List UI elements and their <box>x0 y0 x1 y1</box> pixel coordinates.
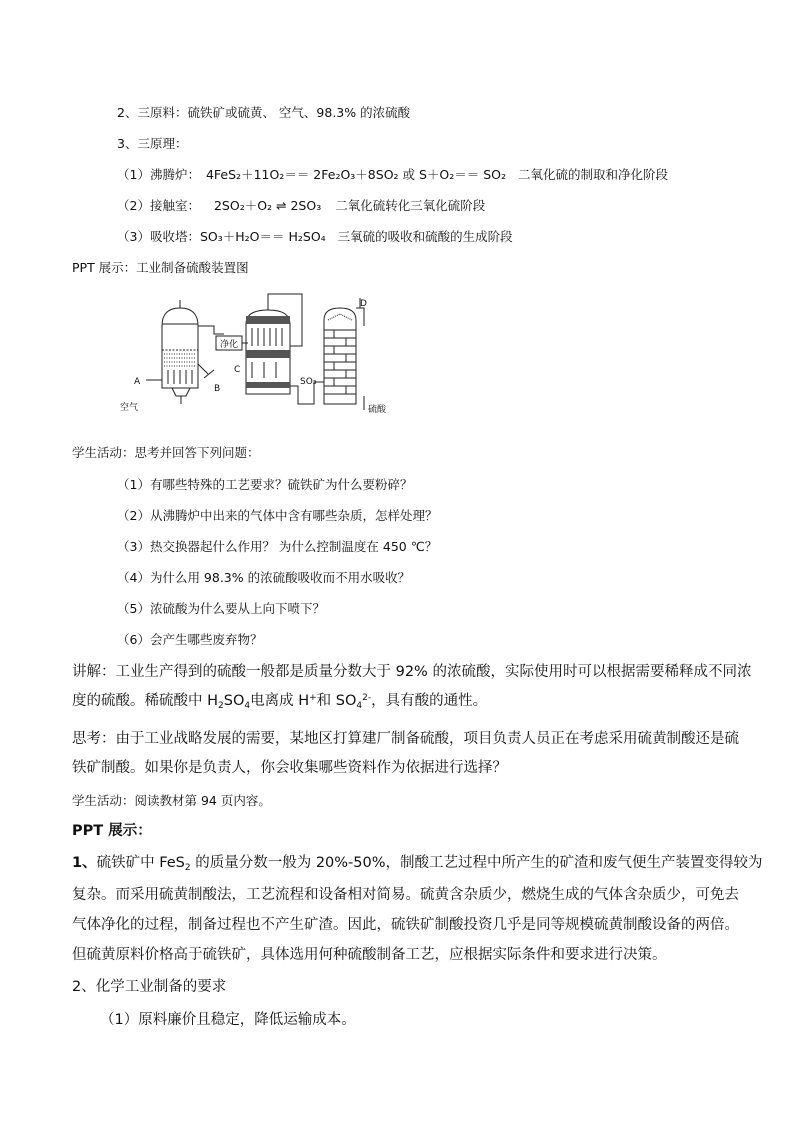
label-b: B <box>214 384 221 394</box>
reaction-head: （3）吸收塔： <box>117 229 200 244</box>
question-item: （3）热交换器起什么作用？ 为什么控制温度在 450 ℃？ <box>117 539 438 554</box>
reaction-desc: 二氧化硫的制取和净化阶段 <box>518 167 669 182</box>
explain-line: 讲解：工业生产得到的硫酸一般都是质量分数大于 92% 的浓硫酸，实际使用时可以根据需要稀释成不同浓 <box>72 664 752 680</box>
raw-materials: 2、三原料：硫铁矿或硫黄、 空气、98.3% 的浓硫酸 <box>117 105 411 120</box>
ppt-show-heading: PPT 展示： <box>72 823 152 839</box>
label-purify: 净化 <box>220 340 239 350</box>
reaction-row <box>117 166 668 184</box>
question-item: （5）浓硫酸为什么要从上向下喷下？ <box>117 601 325 616</box>
label-air: 空气 <box>120 403 139 413</box>
absorption-tower <box>298 298 364 410</box>
activity-reading: 学生活动：阅读教材第 94 页内容。 <box>72 793 271 808</box>
question-item: （6）会产生哪些废弃物？ <box>117 632 263 647</box>
reaction-row <box>117 197 485 215</box>
activity-heading: 学生活动：思考并回答下列问题： <box>72 445 260 460</box>
reaction-desc: 二氧化硫转化三氧化硫阶段 <box>335 198 486 213</box>
requirement-item: （1）原料廉价且稳定，降低运输成本。 <box>100 1012 356 1028</box>
sulfuric-acid-plant-diagram <box>120 286 400 418</box>
question-item: （4）为什么用 98.3% 的浓硫酸吸收而不用水吸收？ <box>117 570 411 585</box>
think-line: 思考：由于工业战略发展的需要，某地区打算建厂制备硫酸，项目负责人员正在考虑采用硫黄制酸还是硫 <box>72 731 739 747</box>
para-line: 复杂。而采用硫黄制酸法，工艺流程和设备相对简易。硫黄含杂质少，燃烧生成的气体含杂质少，可免去 <box>72 887 739 903</box>
reaction-desc: 三氧硫的吸收和硫酸的生成阶段 <box>337 229 513 244</box>
reaction-head: （1）沸腾炉： <box>117 167 200 182</box>
reaction-equation: SO₃＋H₂O＝＝ H₂SO₄ <box>199 229 326 244</box>
label-c: C <box>234 365 241 375</box>
think-line: 铁矿制酸。如果你是负责人，你会收集哪些资料作为依据进行选择？ <box>72 760 507 776</box>
explain-line: 度的硫酸。稀硫酸中 $H_2SO_4$电离成 H+和 $SO_4^{2-}$，具有酸的通性。 <box>72 693 488 711</box>
boiling-furnace <box>146 300 214 404</box>
reaction-equation: 4FeS₂＋11O₂＝＝ 2Fe₂O₃＋8SO₂ 或 S＋O₂＝＝ SO₂ <box>205 167 507 182</box>
contact-chamber <box>246 294 302 394</box>
question-item: （1）有哪些特殊的工艺要求？硫铁矿为什么要粉碎？ <box>117 477 413 492</box>
reaction-equation: 2SO₂＋O₂ ⇌ 2SO₃ <box>213 198 322 213</box>
para-line: 但硫黄原料价格高于硫铁矿，具体选用何种硫酸制备工艺，应根据实际条件和要求进行决策。 <box>72 947 667 963</box>
para-line: 气体净化的过程，制备过程也不产生矿渣。因此，硫铁矿制酸投资几乎是同等规模硫黄制酸设备的两倍。 <box>72 917 739 933</box>
ppt-heading: PPT 展示：工业制备硫酸装置图 <box>72 260 249 275</box>
principles-heading: 3、三原理： <box>117 136 188 151</box>
label-acid: 硫酸 <box>368 405 387 415</box>
label-so3: SO₃ <box>300 377 317 387</box>
label-d: D <box>360 299 367 309</box>
question-item: （2）从沸腾炉中出来的气体中含有哪些杂质，怎样处理？ <box>117 508 438 523</box>
reaction-head: （2）接触室： <box>117 198 200 213</box>
para-line: 1、硫铁矿中 FeS$_2$ 的质量分数一般为 20%-50%，制酸工艺过程中所产生的矿渣和废气便生产装置变得较为 <box>72 855 763 873</box>
label-a: A <box>134 377 141 387</box>
requirements-heading: 2、化学工业制备的要求 <box>72 979 227 995</box>
reaction-row <box>117 228 513 246</box>
